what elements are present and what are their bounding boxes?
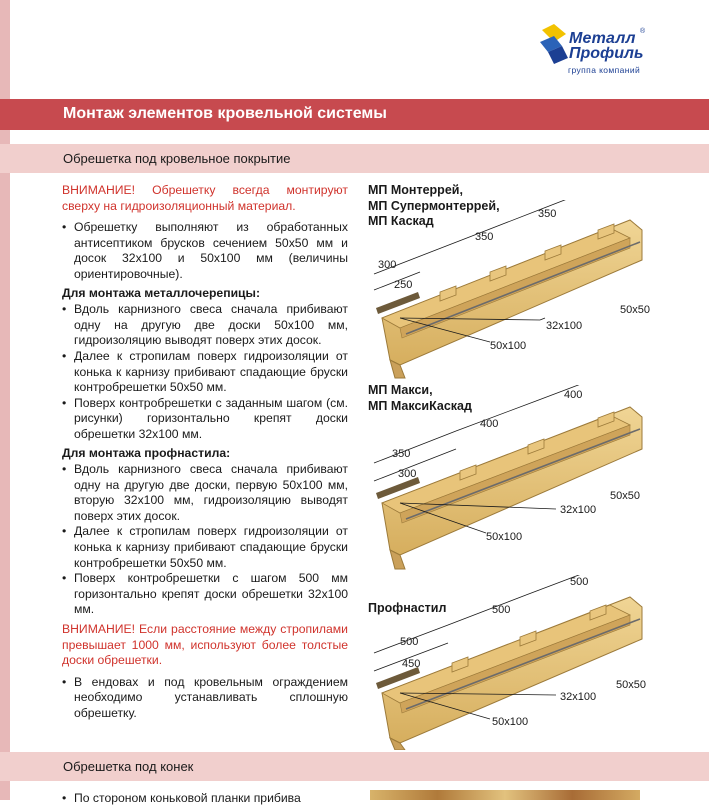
dim-label: 350	[475, 231, 494, 243]
dim-label: 350	[392, 448, 411, 460]
diagram-title: Профнастил	[368, 601, 447, 615]
list-item-text: По стороном коньковой планки прибива	[74, 791, 301, 805]
part-label: 32х100	[546, 320, 583, 332]
part-label: 50х50	[620, 304, 650, 316]
dim-label: 500	[400, 636, 419, 648]
list-item: • Вдоль карнизного свеса сначала прибивают одну на другую две доски, первую 50х100 мм, вторую 32х100 мм, гидроизоляцию выводят поверх этих досок.	[62, 462, 348, 524]
section-title: Обрешетка под кровельное покрытие	[63, 151, 291, 166]
logo-text-line1: Металл	[569, 30, 636, 47]
diagram-title: МП Макси, МП МаксиКаскад	[368, 383, 472, 413]
dim-label: 350	[538, 208, 557, 220]
part-label: 32х100	[560, 504, 597, 516]
list-item: • Далее к стропилам поверх гидроизоляции от конька к карнизу прибивают спадающие бруски контробрешетки 50х50 мм.	[62, 524, 348, 571]
company-logo	[538, 24, 688, 80]
warning-text: ВНИМАНИЕ! Если расстояние между стропилами превышает 1000 мм, используют более толстые доски обрешетки.	[62, 622, 348, 668]
dim-label: 500	[492, 604, 511, 616]
part-label: 32х100	[560, 691, 597, 703]
subheading-profnastil: Для монтажа профнастила:	[62, 445, 231, 460]
dim-label: 450	[402, 658, 421, 670]
part-label: 50х100	[486, 531, 523, 543]
logo-registered: ®	[640, 28, 646, 35]
section-title: Обрешетка под конек	[63, 759, 194, 774]
diagram-title: МП Монтеррей, МП Супермонтеррей, МП Каскад	[368, 183, 500, 228]
list-item: • Обрешетку выполняют из обработанных антисептиком брусков сечением 50х50 мм и досок 32х100 и 50х100 мм (величины ориентировочные).	[62, 220, 348, 282]
list-item: • Поверх контробрешетки с шагом 500 мм горизонтально крепят доски обрешетки 32х100 мм.	[62, 571, 348, 618]
dim-label: 400	[480, 418, 499, 430]
part-label: 50х100	[492, 716, 529, 728]
dim-label: 400	[564, 389, 583, 401]
lathing-diagram-1	[360, 200, 660, 380]
logo-mark-icon	[538, 24, 572, 64]
ridge-photo	[370, 790, 640, 800]
section-banner-lathing	[0, 144, 709, 173]
page-title-banner	[0, 99, 709, 130]
dim-label: 300	[378, 259, 397, 271]
section-banner-ridge	[0, 752, 709, 781]
list-item: • Далее к стропилам поверх гидроизоляции от конька к карнизу прибивают спадающие бруски контробрешетки 50х50 мм.	[62, 349, 348, 396]
dim-label: 300	[398, 468, 417, 480]
list-item: • В ендовах и под кровельным ограждением необходимо устанавливать сплошную обрешетку.	[62, 675, 348, 722]
lathing-diagram-2	[360, 385, 660, 575]
part-label: 50х50	[616, 679, 646, 691]
warning-text: ВНИМАНИЕ! Обрешетку всегда монтируют сверху на гидроизоляционный материал.	[62, 183, 348, 213]
logo-subtitle: группа компаний	[568, 65, 641, 75]
dim-label: 250	[394, 279, 413, 291]
text-column	[62, 183, 348, 722]
list-item: • Вдоль карнизного свеса сначала прибивают одну на другую две доски 50х100 мм, гидроизоляцию выводят поверх этих досок.	[62, 302, 348, 349]
list-item: • Поверх контробрешетки с заданным шагом (см. рисунки) горизонтально крепят доски обрешетки 32х100 мм.	[62, 396, 348, 443]
list-item	[62, 791, 348, 806]
subheading-metal-tile: Для монтажа металлочерепицы:	[62, 285, 261, 300]
logo-text-line2: Профиль	[569, 45, 644, 62]
part-label: 50х100	[490, 340, 527, 352]
part-label: 50х50	[610, 490, 640, 502]
bullet-icon: •	[62, 791, 67, 805]
dim-label: 500	[570, 576, 589, 588]
lathing-diagram-3	[360, 575, 660, 750]
page-title: Монтаж элементов кровельной системы	[63, 105, 387, 122]
